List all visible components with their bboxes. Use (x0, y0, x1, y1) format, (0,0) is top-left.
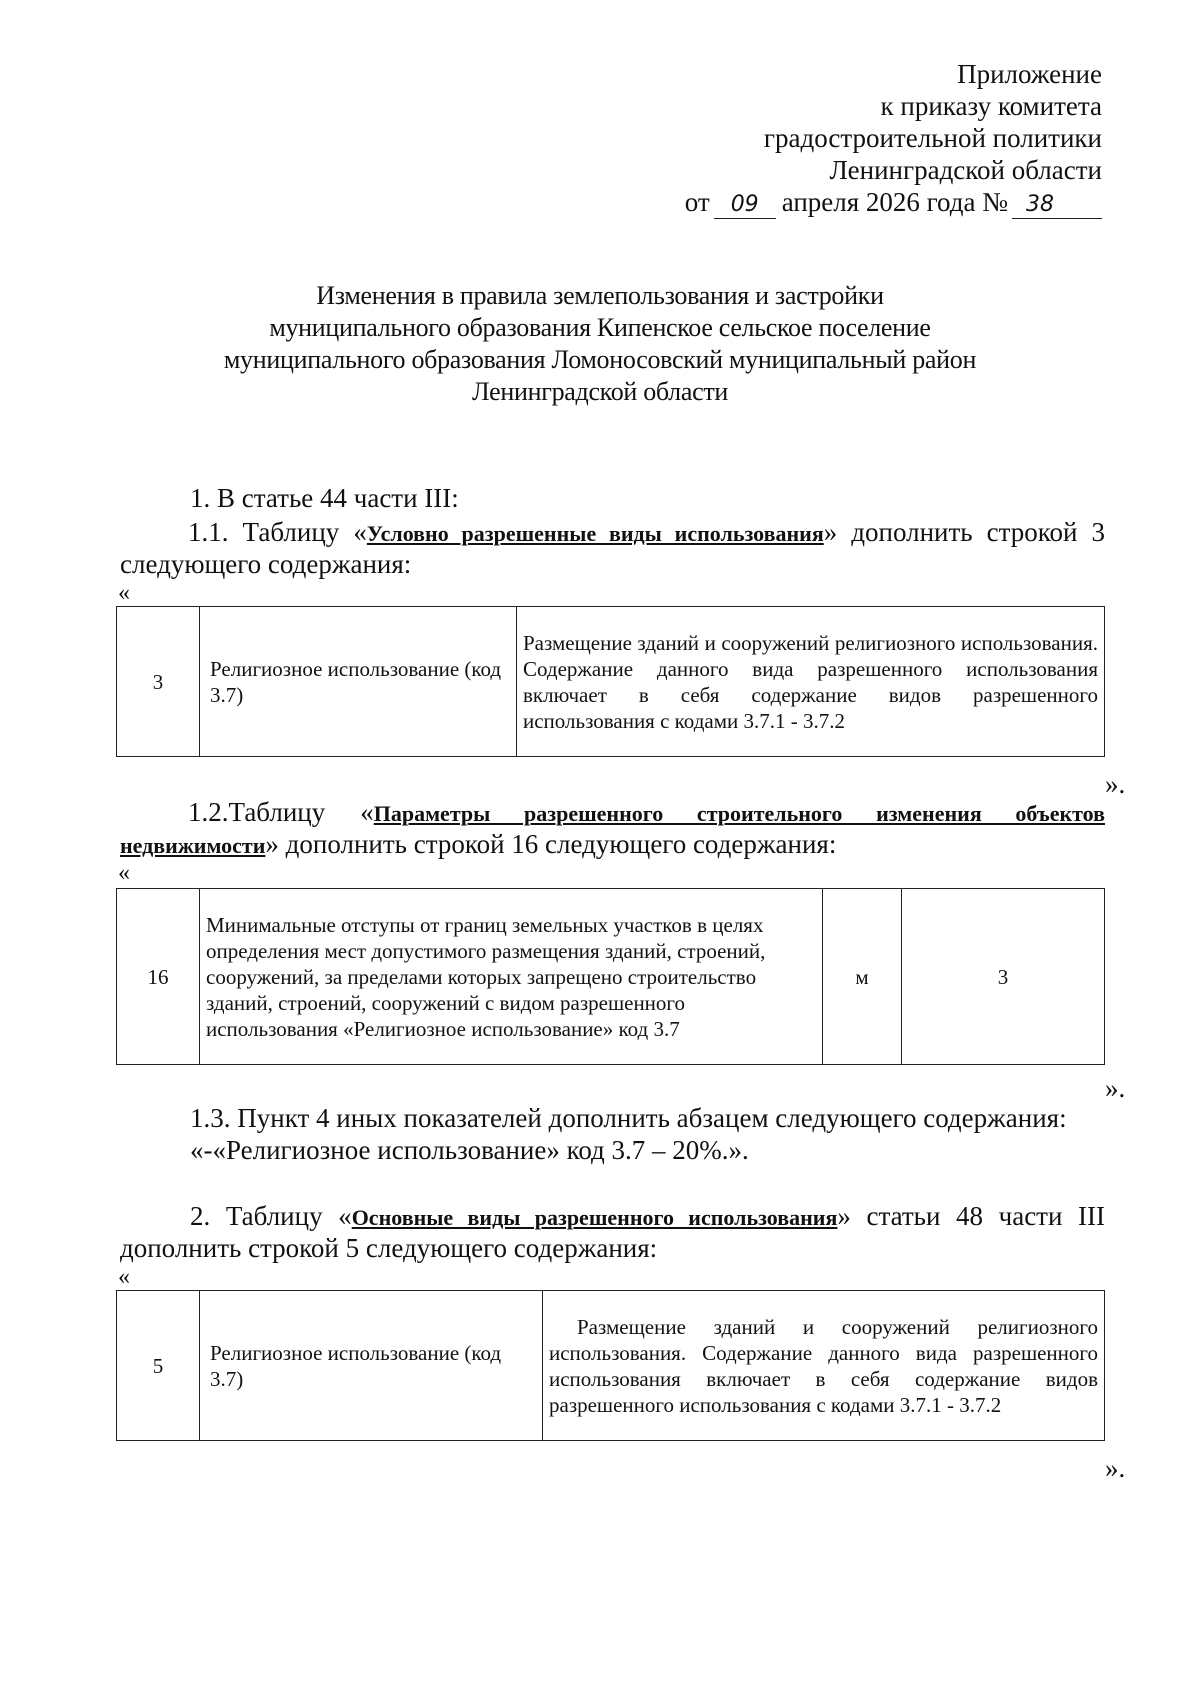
header-line-3: градостроительной политики (763, 123, 1102, 153)
p12-text-a: 1.2.Таблицу « (188, 797, 374, 827)
open-quote-1: « (118, 580, 130, 606)
p2-text-b: » статьи 48 части III (837, 1201, 1105, 1231)
table-row (117, 1291, 1105, 1441)
table-main-uses (116, 1290, 1105, 1441)
document-title (130, 280, 1070, 408)
p11-text-a: 1.1. Таблицу « (188, 517, 367, 547)
date-text: апреля 2026 года № (781, 187, 1008, 217)
p12-table-name-part-1: Параметры разрешенного строительного изменения объектов (373, 801, 1105, 826)
row-number: 3 (117, 607, 200, 757)
section-1-heading: 1. В статье 44 части III: (190, 483, 459, 513)
title-line-2: муниципального образования Кипенское сельское поселение (269, 313, 931, 342)
header-line-1: Приложение (957, 59, 1102, 89)
paragraph-2-line-1 (190, 1200, 1105, 1234)
table-row (117, 607, 1105, 757)
close-quote-2: ». (1105, 1073, 1126, 1103)
paragraph-2-line-2: дополнить строкой 5 следующего содержания: (120, 1233, 658, 1263)
open-quote-2: « (118, 860, 130, 886)
title-line-4: Ленинградской области (471, 377, 729, 406)
open-quote-3: « (118, 1264, 130, 1290)
parameter-value: 3 (902, 889, 1105, 1065)
parameter-unit: м (823, 889, 902, 1065)
p12-table-name-part-2: недвижимости (120, 833, 266, 858)
paragraph-1-1-line-1 (188, 516, 1105, 550)
use-description: Размещение зданий и сооружений религиозного использования. Содержание данного вида разрешенного использования включает в себя содержание видов разрешенного использования с кодами 3.7.1 - 3.7.2 (543, 1291, 1105, 1441)
paragraph-1-3-line-1: 1.3. Пункт 4 иных показателей дополнить абзацем следующего содержания: (190, 1103, 1067, 1133)
header-line-4: Ленинградской области (829, 155, 1102, 185)
row-number: 5 (117, 1291, 200, 1441)
paragraph-1-1-line-2: следующего содержания: (120, 549, 412, 579)
table-conditional-uses (116, 606, 1105, 757)
title-line-1: Изменения в правила землепользования и застройки (316, 281, 884, 310)
row-number: 16 (117, 889, 200, 1065)
header-date-line (685, 186, 1102, 219)
table-row (117, 889, 1105, 1065)
close-quote-3: ». (1105, 1453, 1126, 1483)
date-day-handwritten: 09 (714, 192, 776, 219)
parameter-description: Минимальные отступы от границ земельных участков в целях определения мест допустимого размещения зданий, строений, сооружений, за пределами которых запрещено строительство зданий, строений, сооружений с видом разрешенного использования «Религиозное использование» код 3.7 (200, 889, 823, 1065)
use-name: Религиозное использование (код 3.7) (200, 607, 517, 757)
order-number-handwritten: 38 (1012, 192, 1102, 219)
p2-table-name: Основные виды разрешенного использования (351, 1205, 838, 1230)
header-line-2: к приказу комитета (880, 91, 1102, 121)
date-prefix: от (684, 187, 710, 217)
use-description: Размещение зданий и сооружений религиозного использования. Содержание данного вида разрешенного использования включает в себя содержание видов разрешенного использования с кодами 3.7.1 - 3.7.2 (517, 607, 1105, 757)
p2-text-a: 2. Таблицу « (190, 1201, 352, 1231)
title-line-3: муниципального образования Ломоносовский муниципальный район (223, 345, 977, 374)
p11-table-name: Условно разрешенные виды использования (366, 521, 824, 546)
use-name: Религиозное использование (код 3.7) (200, 1291, 543, 1441)
table-building-parameters (116, 888, 1105, 1065)
p11-text-b: » дополнить строкой 3 (823, 517, 1106, 547)
appendix-header (685, 58, 1102, 219)
paragraph-1-2-line-1 (188, 796, 1105, 830)
p12-text-b: » дополнить строкой 16 следующего содержания: (265, 829, 837, 859)
paragraph-1-3-line-2: «-«Религиозное использование» код 3.7 – 20%.». (190, 1135, 749, 1165)
close-quote-1: ». (1105, 769, 1126, 799)
paragraph-1-2-line-2 (120, 828, 836, 862)
